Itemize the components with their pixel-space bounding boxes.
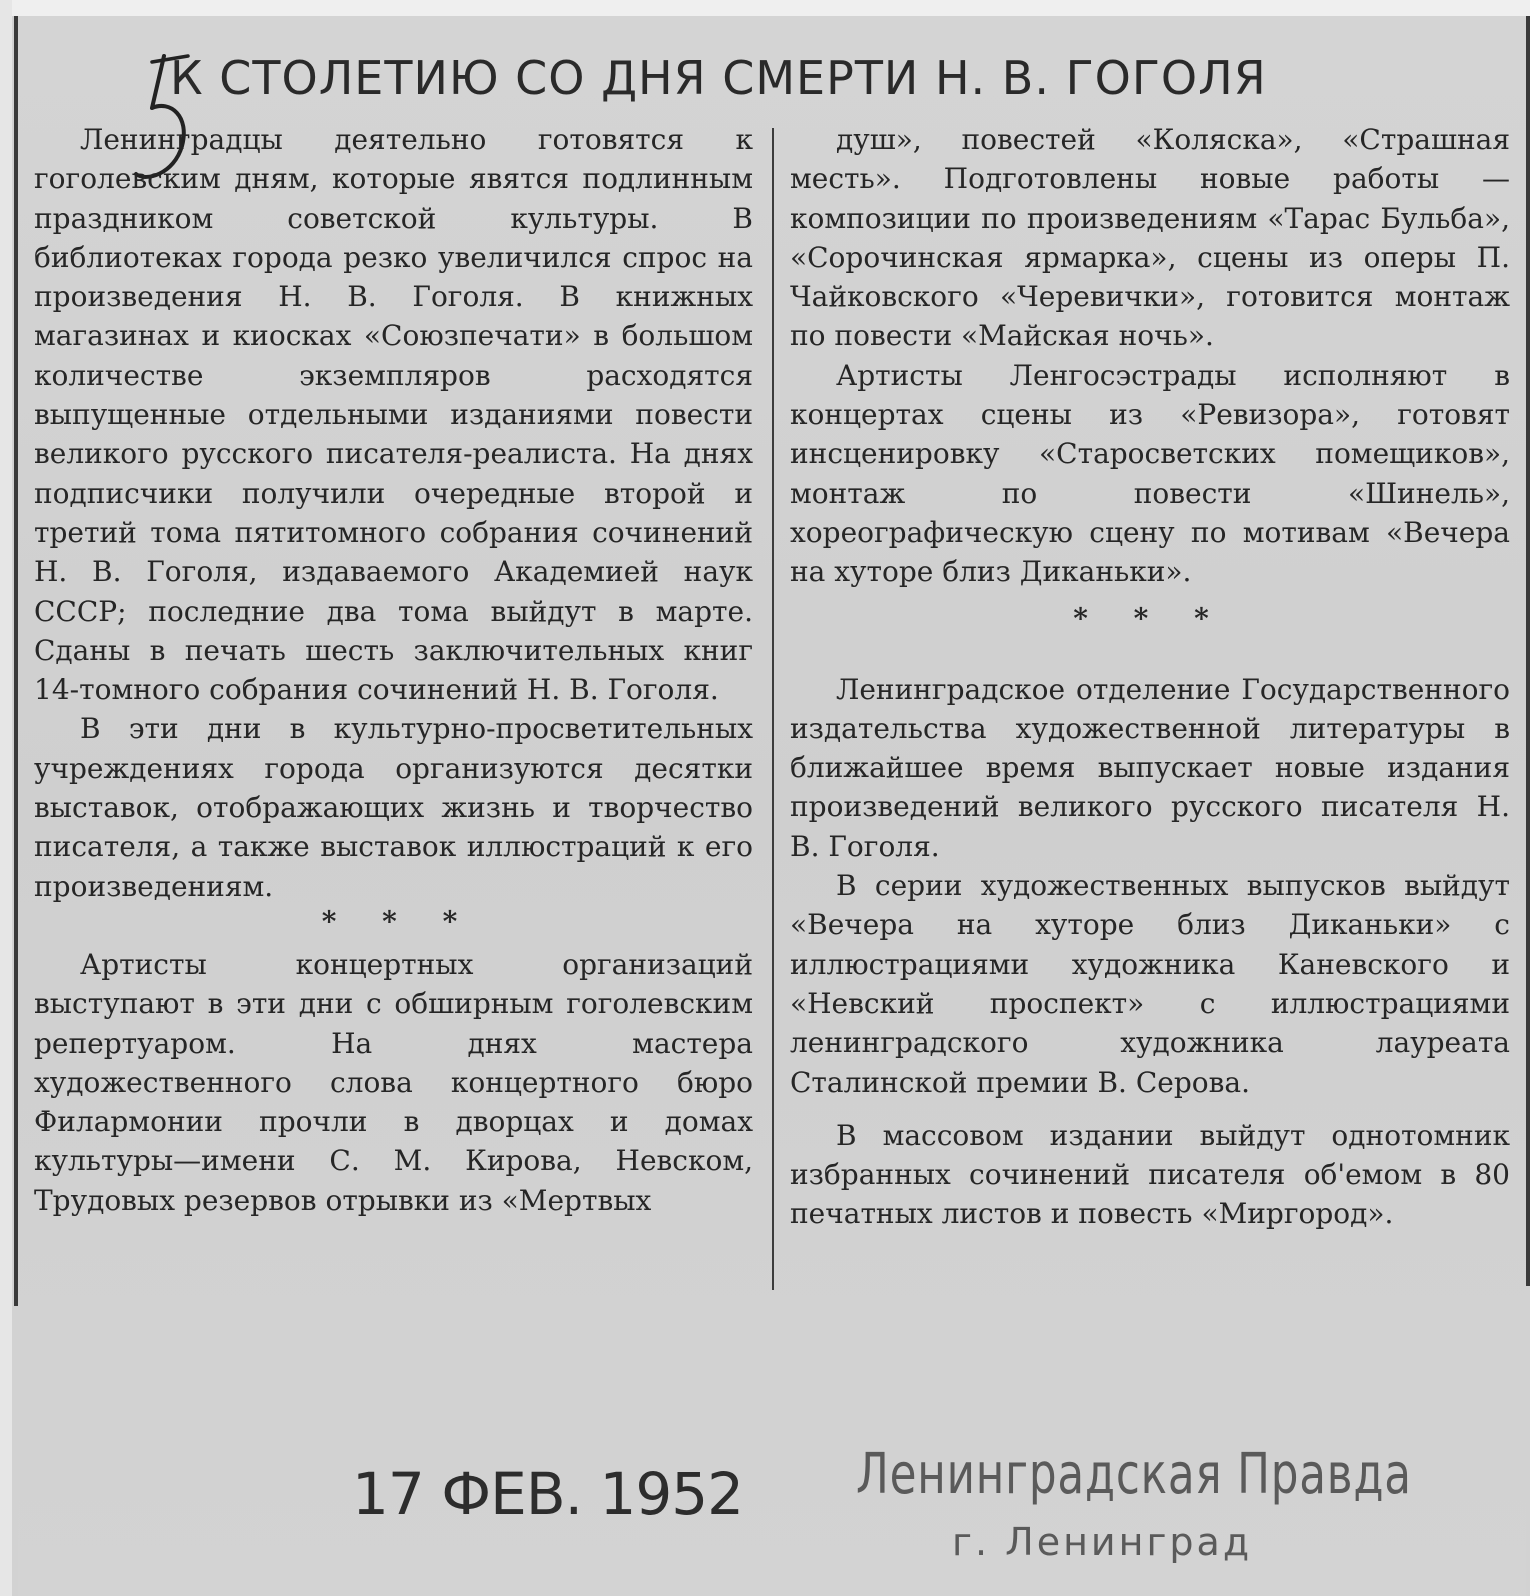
paragraph: душ», повестей «Коляска», «Страшная месть». Подготовлены новые работы — композиции по произведениям «Тарас Бульба», «Сорочинская ярмарка», сцены из оперы П. Чайковского «Черевички», готовится монтаж по повести «Майская ночь».	[790, 123, 1510, 353]
paragraph: В массовом издании выйдут однотомник избранных сочинений писателя об'емом в 80 печатных листов и повесть «Миргород».	[790, 1118, 1510, 1231]
article-column-right	[790, 120, 1510, 1234]
city-stamp: г. Ленинград	[952, 1520, 1253, 1564]
clipping-right-rule	[1526, 16, 1530, 1286]
paragraph: В эти дни в культурно-просветительных учреждениях города организуются десятки выставок, отображающих жизнь и творчество писателя, а также выставок иллюстраций к его произведениям.	[34, 712, 753, 903]
paragraph: В серии художественных выпусков выйдут «Вечера на хуторе близ Диканьки» с иллюстрациями художника Каневского и «Невский проспект» с иллюстрациями ленинградского художника лауреата Сталинской премии В. Серова.	[790, 869, 1510, 1099]
article-column-left	[34, 120, 753, 1220]
date-stamp: 17 ФЕВ. 1952	[352, 1460, 744, 1528]
column-divider	[772, 128, 774, 1290]
paragraph: Ленинградцы деятельно готовятся к гоголевским дням, которые явятся подлинным праздником советской культуры. В библиотеках города резко увеличился спрос на произведения Н. В. Гоголя. В книжных магазинах и киосках «Союзпечати» в большом количестве экземпляров расходятся выпущенные отдельными изданиями повести великого русского писателя-реалиста. На днях подписчики получили очередные второй и третий тома пятитомного собрания сочинений Н. В. Гоголя, издаваемого Академией наук СССР; последние два тома выйдут в марте. Сданы в печать шесть заключительных книг 14-томного собрания сочинений Н. В. Гоголя.	[34, 123, 753, 707]
section-separator: * * *	[321, 904, 476, 938]
clipping-left-rule	[14, 16, 18, 1306]
scan-border-left	[0, 0, 12, 1596]
paragraph-gap	[790, 1102, 1510, 1116]
article-headline: К СТОЛЕТИЮ СО ДНЯ СМЕРТИ Н. В. ГОГОЛЯ	[170, 51, 1267, 105]
paragraph: Ленинградское отделение Государственного издательства художественной литературы в ближайшее время выпускает новые издания произведений великого русского писателя Н. В. Гоголя.	[790, 672, 1510, 863]
paragraph: Артисты концертных организаций выступают в эти дни с обширным гоголевским репертуаром. На днях мастера художественного слова концертного бюро Филармонии прочли в дворцах и домах культуры—имени С. М. Кирова, Невском, Трудовых резервов отрывки из «Мертвых	[34, 947, 753, 1217]
newspaper-name-stamp: Ленинградская Правда	[856, 1442, 1412, 1507]
paragraph: Артисты Ленгосэстрады исполняют в концертах сцены из «Ревизора», готовят инсценировку «Старосветских помещиков», монтаж по повести «Шинель», хореографическую сцену по мотивам «Вечера на хуторе близ Диканьки».	[790, 358, 1510, 589]
section-separator: * * *	[1073, 601, 1227, 635]
scan-border-top	[0, 0, 1530, 16]
